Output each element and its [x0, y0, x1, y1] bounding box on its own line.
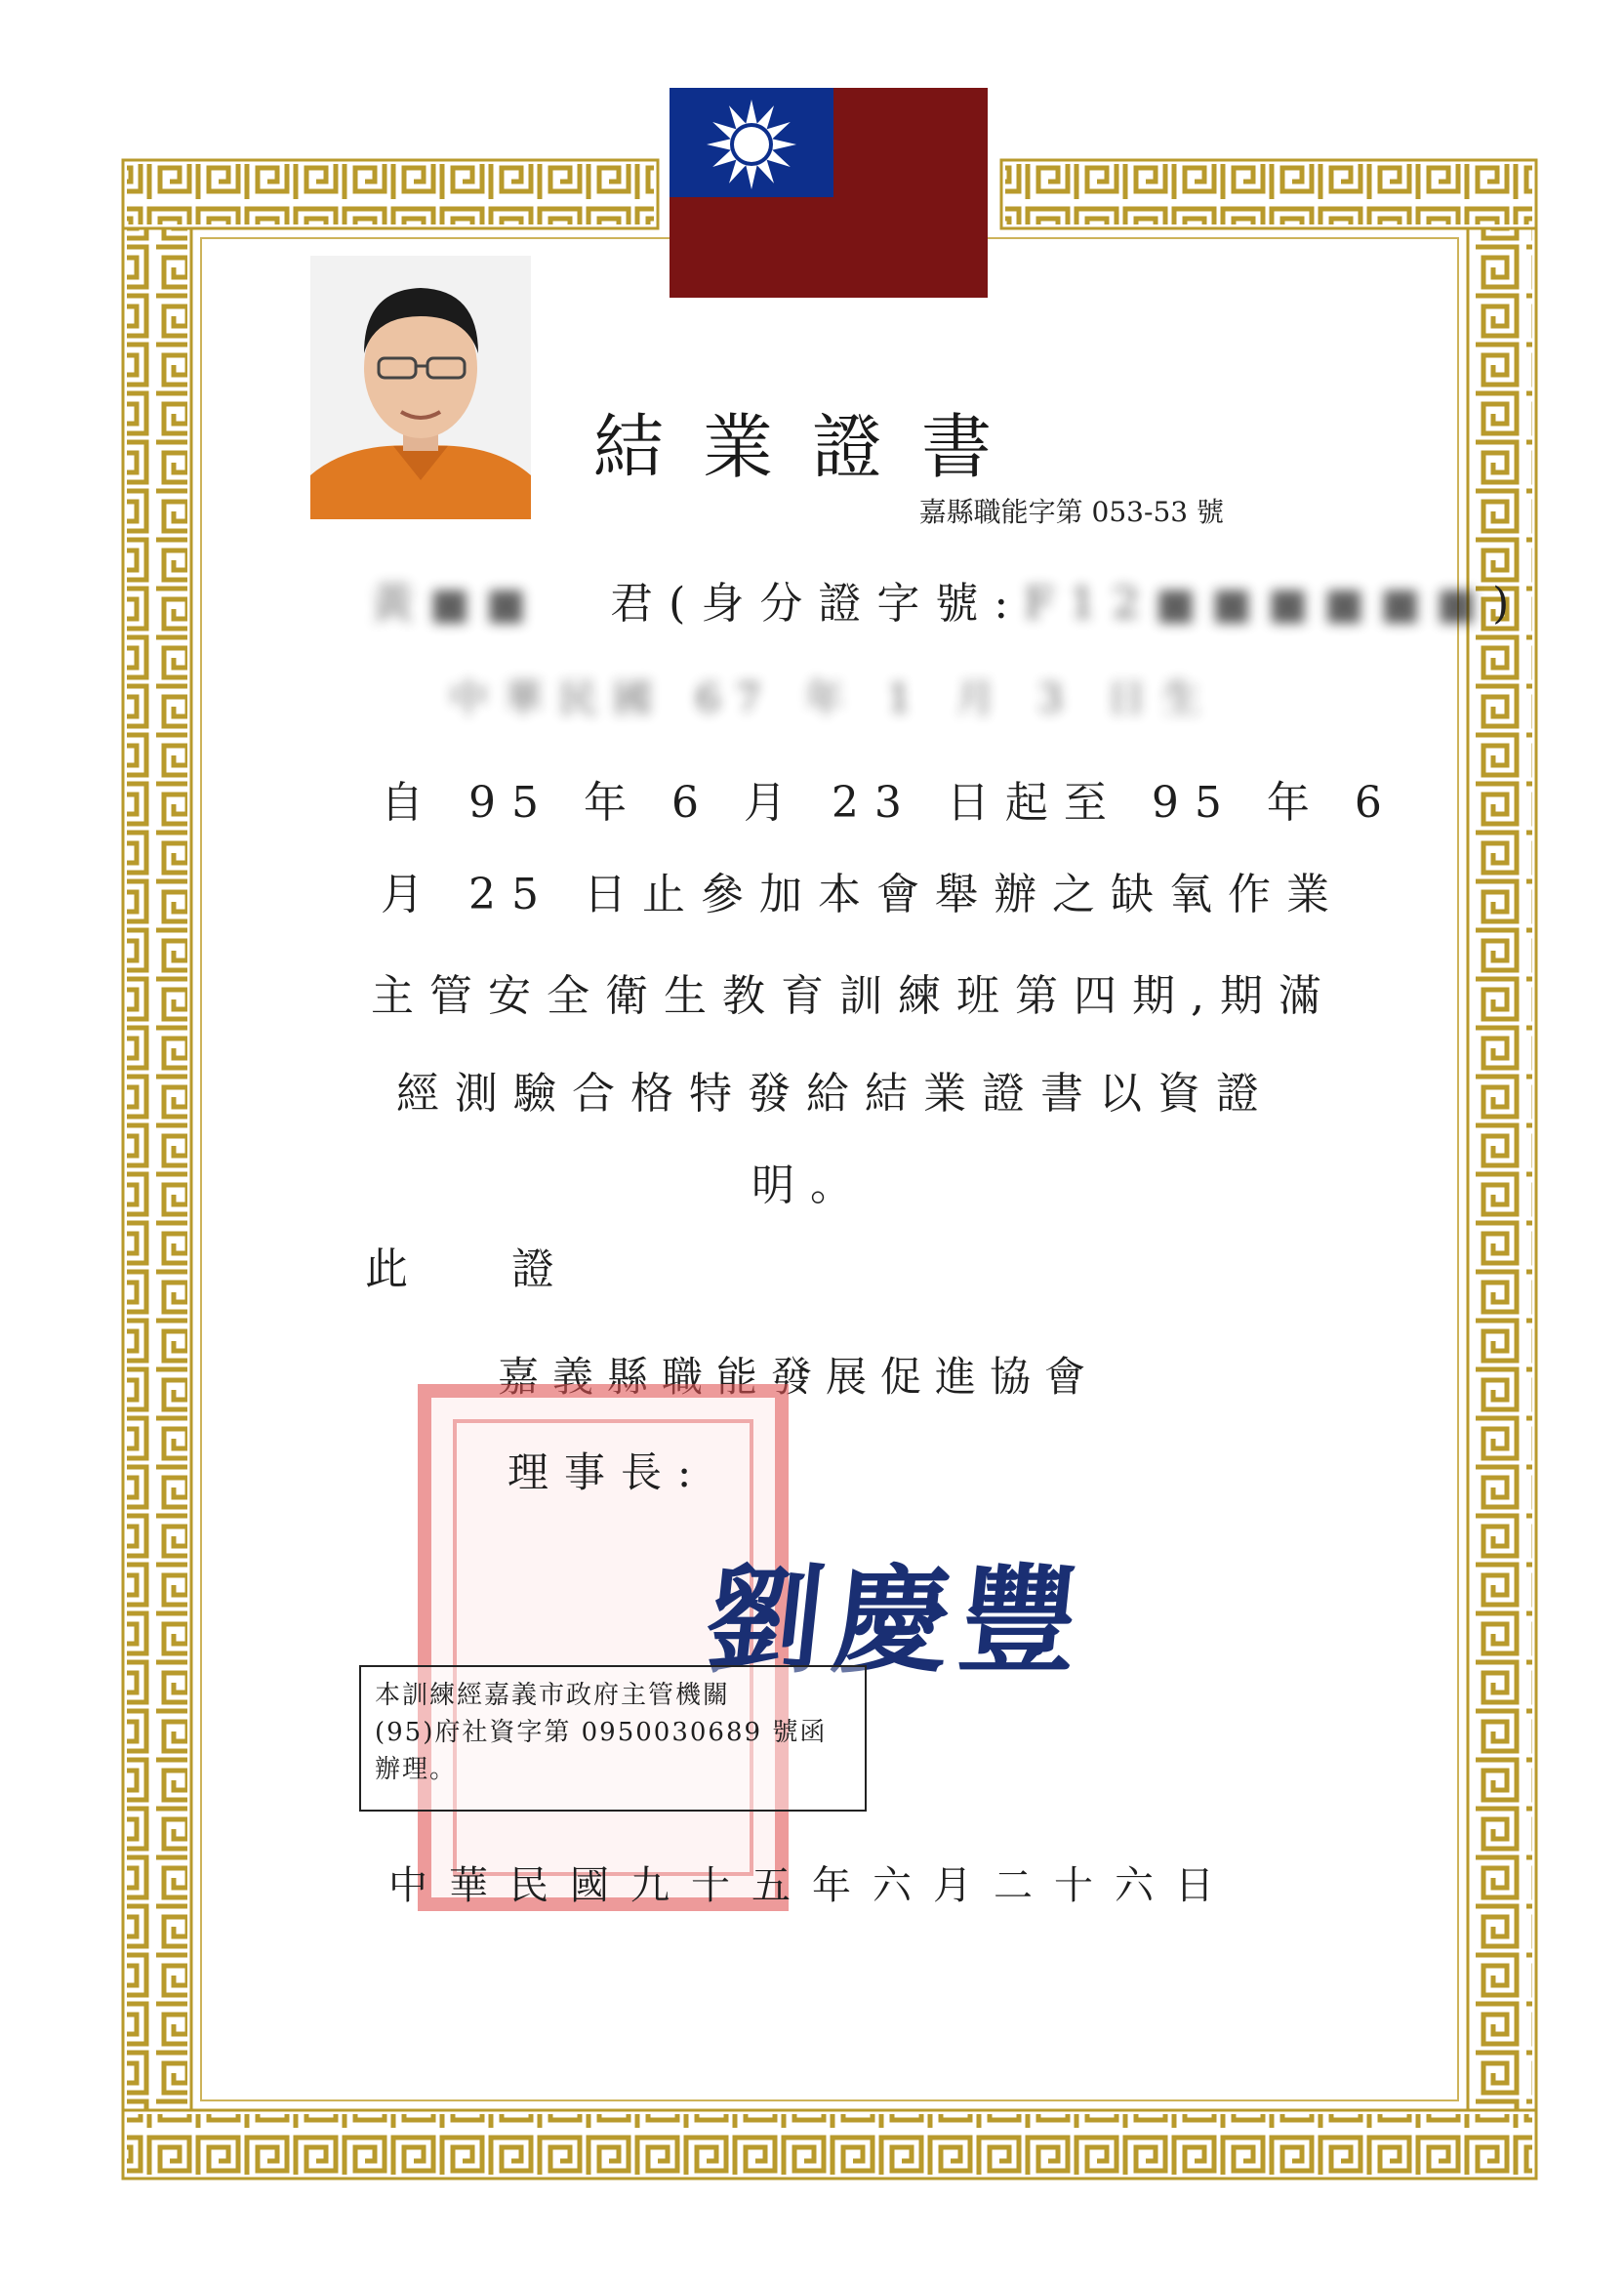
- id-close: ): [1492, 579, 1525, 629]
- body-line-1: 自 95 年 6 月 23 日起至 95 年 6: [381, 778, 1398, 828]
- redacted-birth: 中華民國 67 年 1 月 3 日生: [449, 676, 1217, 721]
- certificate-title: 結業證書: [592, 406, 1031, 488]
- body-line-4: 經測驗合格特發給結業證書以資證: [396, 1069, 1275, 1119]
- body-line-3: 主管安全衛生教育訓練班第四期,期滿: [371, 971, 1337, 1021]
- attest-2: 證: [511, 1244, 570, 1294]
- note-line-3: 辦理。: [375, 1755, 458, 1784]
- name-line: [371, 568, 1524, 631]
- issue-date: 中華民國九十五年六月二十六日: [388, 1863, 1236, 1908]
- certificate-number: 嘉縣職能字第 053-53 號: [918, 496, 1224, 528]
- name-suffix: 君(身分證字號:: [610, 579, 1025, 629]
- flag-canton: [670, 88, 833, 197]
- note-line-1: 本訓練經嘉義市政府主管機關: [375, 1681, 731, 1710]
- sun-icon: [703, 96, 800, 193]
- attest-1: 此: [365, 1244, 424, 1294]
- approval-note: [359, 1665, 867, 1812]
- body-line-5: 明。: [751, 1161, 869, 1210]
- organization-name: 嘉義縣職能發展促進協會: [498, 1353, 1100, 1401]
- flag-icon: [670, 88, 988, 298]
- body-line-2: 月 25 日止參加本會舉辦之缺氧作業: [381, 870, 1345, 919]
- note-line-2: (95)府社資字第 0950030689 號函: [375, 1718, 828, 1747]
- chairman-label: 理事長:: [508, 1448, 708, 1496]
- chairman-signature: 劉慶豐: [699, 1552, 1095, 1690]
- redacted-id: F12■■■■■■: [1024, 579, 1493, 629]
- redacted-name: 黃■■: [371, 579, 543, 629]
